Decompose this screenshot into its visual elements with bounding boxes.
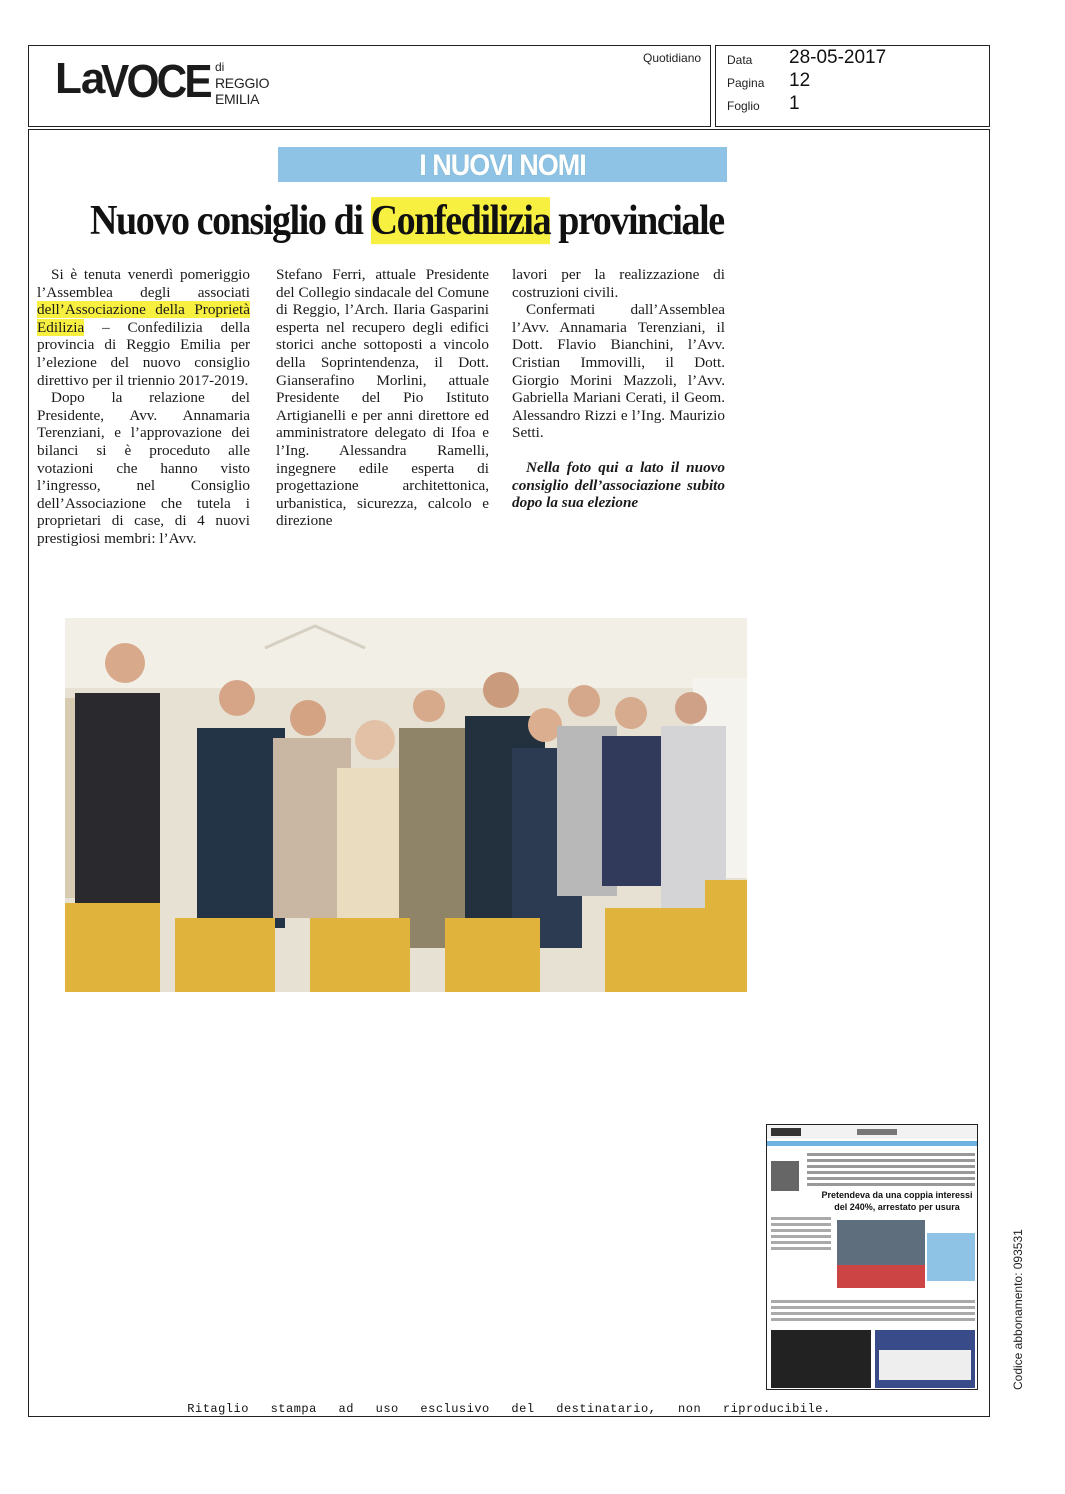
group-photo-illustration	[65, 618, 747, 992]
thumb-headline-2: del 240%, arrestato per usura	[834, 1202, 960, 1212]
logo-emilia: EMILIA	[215, 91, 260, 107]
thumb-headline-1: Pretendeva da una coppia interessi	[821, 1190, 973, 1200]
pagina-value: 12	[789, 70, 811, 91]
article-column-2	[276, 266, 489, 530]
headline-post: provinciale	[550, 197, 724, 245]
foglio-value: 1	[789, 93, 800, 114]
logo-reggio: REGGIO	[215, 75, 270, 91]
headline-highlight: Confedilizia	[370, 197, 551, 245]
paragraph	[37, 266, 250, 389]
article-column-3	[512, 266, 725, 512]
publication-type: Quotidiano	[643, 51, 702, 65]
data-value: 28-05-2017	[789, 47, 887, 68]
text-run: – Confedilizia della provincia di Reggio Emilia per l’elezione del nuovo consiglio direttivo per il triennio 2017-2019.	[37, 318, 250, 389]
logo-di: di	[215, 60, 225, 74]
photo-caption: Nella foto qui a lato il nuovo consiglio dell’associazione subito dopo la sua elezione	[512, 458, 725, 512]
headline-pre: Nuovo consiglio di	[90, 197, 371, 245]
footer-notice: Ritaglio stampa ad uso esclusivo del destinatario, non riproducibile.	[187, 1402, 831, 1416]
paragraph: Confermati dall’Assemblea l’Avv. Annamaria Terenziani, il Dott. Flavio Bianchini, l’Avv. Cristian Immovilli, il Dott. Giorgio Morini Mazzoli, l’Avv. Gabriella Mariani Cerati, il Geom. Alessandro Rizzi e l’Ing. Maurizio Setti.	[512, 301, 725, 442]
text-run: Si è tenuta venerdì pomeriggio l’Assemblea degli associati	[37, 266, 250, 301]
paragraph: Stefano Ferri, attuale Presidente del Collegio sindacale del Comune di Reggio, l’Arch. Ilaria Gasparini esperta nel recupero degli edifici storici anche sottoposti a vincolo della Soprintendenza, il Dott. Gianserafino Morlini, attuale Presidente del Pio Istituto Artigianelli e per anni direttore ed amministratore delegato di Ifoa e l’Ing. Alessandra Ramelli, ingegnere edile esperta di progettazione architettonica, urbanistica, sicurezza, calcolo e direzione	[276, 266, 489, 530]
group-photo	[65, 618, 747, 992]
headline	[90, 196, 724, 245]
logo-voce: VOCE	[101, 55, 210, 107]
page-thumbnail-illustration	[767, 1125, 978, 1390]
section-title: I NUOVI NOMI	[419, 148, 586, 182]
logo-la: La	[55, 54, 105, 103]
pagina-label: Pagina	[727, 76, 765, 90]
data-label: Data	[727, 53, 753, 67]
highlighted-text: dell’Associazione della Proprietà Edilizia	[37, 301, 250, 336]
subscription-code: Codice abbonamento: 093531	[1011, 1229, 1025, 1390]
paragraph: Dopo la relazione del Presidente, Avv. Annamaria Terenziani, e l’approvazione dei bilanci si è proceduto alle votazioni che hanno visto l’ingresso, nel Consiglio dell’Associazione che tutela i proprietari di case, di 4 nuovi prestigiosi membri: l’Avv.	[37, 389, 250, 547]
foglio-label: Foglio	[727, 99, 760, 113]
page-thumbnail	[766, 1124, 978, 1390]
article-column-1	[37, 266, 250, 548]
paragraph: lavori per la realizzazione di costruzioni civili.	[512, 266, 725, 301]
